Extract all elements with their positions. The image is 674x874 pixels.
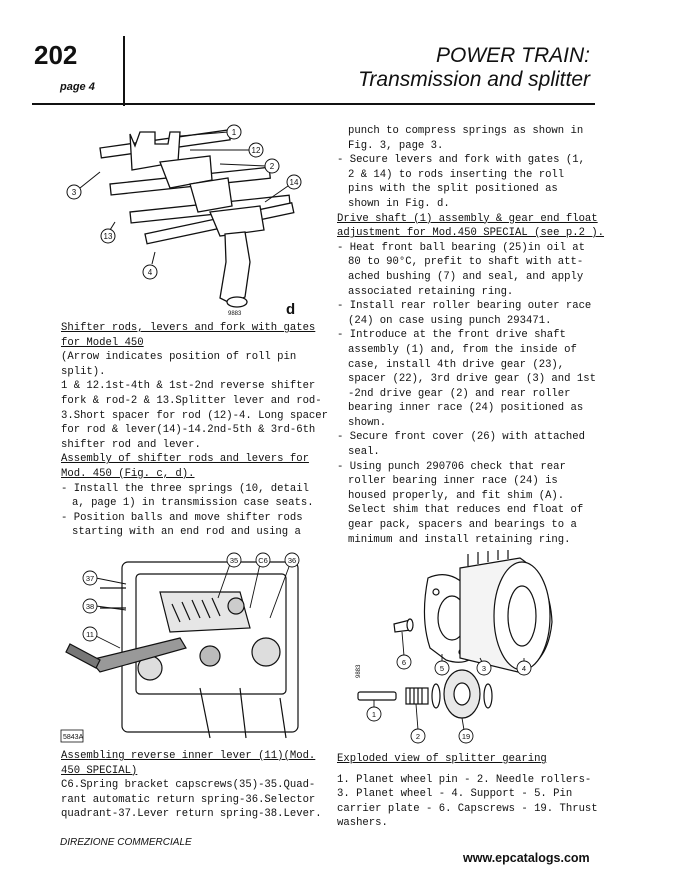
left-line: for Model 450 — [61, 336, 144, 349]
caption-line: washers. — [337, 817, 388, 830]
right-line: Select shim that reduces end float of — [348, 504, 584, 517]
left-line: 3.Short spacer for rod (12)-4. Long spacer — [61, 409, 329, 422]
right-figure-caption — [337, 752, 597, 831]
right-line: seal. — [348, 446, 380, 459]
caption-line: Assembling reverse inner lever (11)(Mod. — [61, 750, 316, 762]
fig-c-callout-11: 11 — [86, 630, 94, 639]
left-line: shifter rod and lever. — [61, 438, 201, 451]
fig-d-callout-1: 1 — [231, 128, 237, 137]
caption-line: carrier plate - 6. Capscrews - 19. Thrust — [337, 802, 598, 815]
caption-line: 3. Planet wheel - 4. Support - 5. Pin — [337, 788, 573, 801]
left-line: - Position balls and move shifter rods — [61, 511, 303, 524]
left-column-text — [61, 321, 329, 540]
fig-c-callout-37: 37 — [85, 574, 95, 583]
right-line: spacer (22), 3rd drive gear (3) and 1st — [348, 373, 596, 386]
fig-d-callout-14: 14 — [289, 178, 299, 187]
right-line: punch to compress springs as shown in — [348, 125, 584, 137]
header-horizontal-rule — [32, 103, 595, 105]
fig-c-code: 5843A — [63, 734, 84, 741]
left-line: Mod. 450 (Fig. c, d). — [61, 467, 195, 480]
left-line: Assembly of shifter rods and levers for — [61, 453, 309, 466]
page-number: 202 — [34, 40, 78, 70]
figure-c-reverse-lever — [60, 548, 310, 744]
right-line: (24) on case using punch 293471. — [348, 314, 552, 327]
title-line-1: POWER TRAIN: — [435, 44, 590, 67]
page-title — [150, 44, 590, 92]
exploded-callout-19: 19 — [461, 732, 471, 741]
footer-department: DIREZIONE COMMERCIALE — [60, 837, 192, 848]
right-line: case, install 4th drive gear (23), — [348, 358, 565, 371]
caption-line: C6.Spring bracket capscrews(35)-35.Quad- — [61, 779, 316, 792]
figure-exploded-splitter — [350, 548, 600, 744]
left-line: a, page 1) in transmission case seats. — [72, 497, 314, 510]
fig-d-callout-4: 4 — [147, 268, 153, 277]
fig-c-callout-c6: C6 — [258, 556, 268, 565]
right-line: - Secure levers and fork with gates (1, — [337, 154, 585, 167]
left-line: starting with an end rod and using a — [72, 526, 301, 539]
right-line: Fig. 3, page 3. — [348, 139, 444, 152]
right-line: gear pack, spacers and bearings to a — [348, 519, 577, 532]
header-vertical-rule — [123, 36, 125, 106]
left-line: (Arrow indicates position of roll pin — [61, 351, 297, 364]
exploded-callout-3: 3 — [481, 664, 487, 673]
left-line: for rod & lever(14)-14.2nd-5th & 3rd-6th — [61, 424, 316, 437]
right-line: ached bushing (7) and seal, and apply — [348, 270, 584, 283]
caption-line: rant automatic return spring-36.Selector — [61, 793, 316, 806]
right-line: associated retaining ring. — [348, 285, 514, 298]
caption-line: 1. Planet wheel pin - 2. Needle rollers- — [337, 773, 592, 786]
fig-d-callout-2: 2 — [269, 162, 275, 171]
exploded-callout-1: 1 — [371, 710, 377, 719]
title-line-2: Transmission and splitter — [358, 68, 590, 91]
left-line: fork & rod-2 & 13.Splitter lever and rod- — [61, 394, 322, 407]
exploded-code: 9883 — [356, 664, 362, 678]
right-line: -2nd drive gear (2) and rear roller — [348, 387, 571, 400]
fig-c-callout-35: 35 — [229, 556, 239, 565]
exploded-callout-5: 5 — [439, 664, 445, 673]
right-line: 2 & 14) to rods inserting the roll — [348, 168, 565, 181]
left-figure-caption — [61, 749, 322, 822]
caption-line: quadrant-37.Lever return spring-38.Lever. — [61, 808, 322, 821]
right-column-text — [337, 124, 605, 547]
left-line: - Install the three springs (10, detail — [61, 482, 309, 495]
right-line: - Install rear roller bearing outer race — [337, 300, 592, 313]
exploded-callout-2: 2 — [415, 732, 421, 741]
caption-line: Exploded view of splitter gearing — [337, 753, 547, 765]
fig-d-callout-13: 13 — [103, 232, 113, 241]
left-line: 1 & 12.1st-4th & 1st-2nd reverse shifter — [61, 380, 316, 393]
right-line: Drive shaft (1) assembly & gear end float — [337, 212, 598, 225]
fig-d-callout-3: 3 — [71, 188, 77, 197]
fig-d-letter: d — [286, 301, 296, 318]
right-line: minimum and install retaining ring. — [348, 533, 571, 546]
right-line: - Using punch 290706 check that rear — [337, 460, 566, 473]
right-line: pins with the split positioned as — [348, 183, 558, 196]
right-line: bearing inner race (24) positioned as — [348, 402, 584, 415]
left-line: split). — [61, 365, 106, 378]
fig-c-callout-36: 36 — [287, 556, 297, 565]
fig-d-code: 9883 — [228, 311, 242, 317]
left-line: Shifter rods, levers and fork with gates — [61, 322, 316, 334]
right-line: - Secure front cover (26) with attached — [337, 431, 585, 444]
figure-d-shifter-rods — [60, 122, 320, 322]
exploded-callout-6: 6 — [401, 658, 407, 667]
page-label: page 4 — [60, 81, 95, 93]
right-line: - Introduce at the front drive shaft — [337, 329, 566, 342]
right-line: housed properly, and fit shim (A). — [348, 489, 565, 502]
caption-line: 450 SPECIAL) — [61, 764, 138, 777]
fig-d-callout-12: 12 — [251, 146, 261, 155]
fig-c-callout-38: 38 — [85, 602, 95, 611]
right-line: shown in Fig. d. — [348, 197, 450, 210]
footer-website[interactable]: www.epcatalogs.com — [463, 851, 590, 865]
right-line: roller bearing inner race (24) is — [348, 475, 558, 488]
right-line: - Heat front ball bearing (25)in oil at — [337, 241, 585, 254]
right-line: shown. — [348, 416, 387, 429]
right-line: assembly (1) and, from the inside of — [348, 343, 577, 356]
right-line: adjustment for Mod.450 SPECIAL (see p.2 ). — [337, 227, 605, 240]
right-line: 80 to 90°C, prefit to shaft with att- — [348, 256, 584, 269]
exploded-callout-4: 4 — [521, 664, 527, 673]
